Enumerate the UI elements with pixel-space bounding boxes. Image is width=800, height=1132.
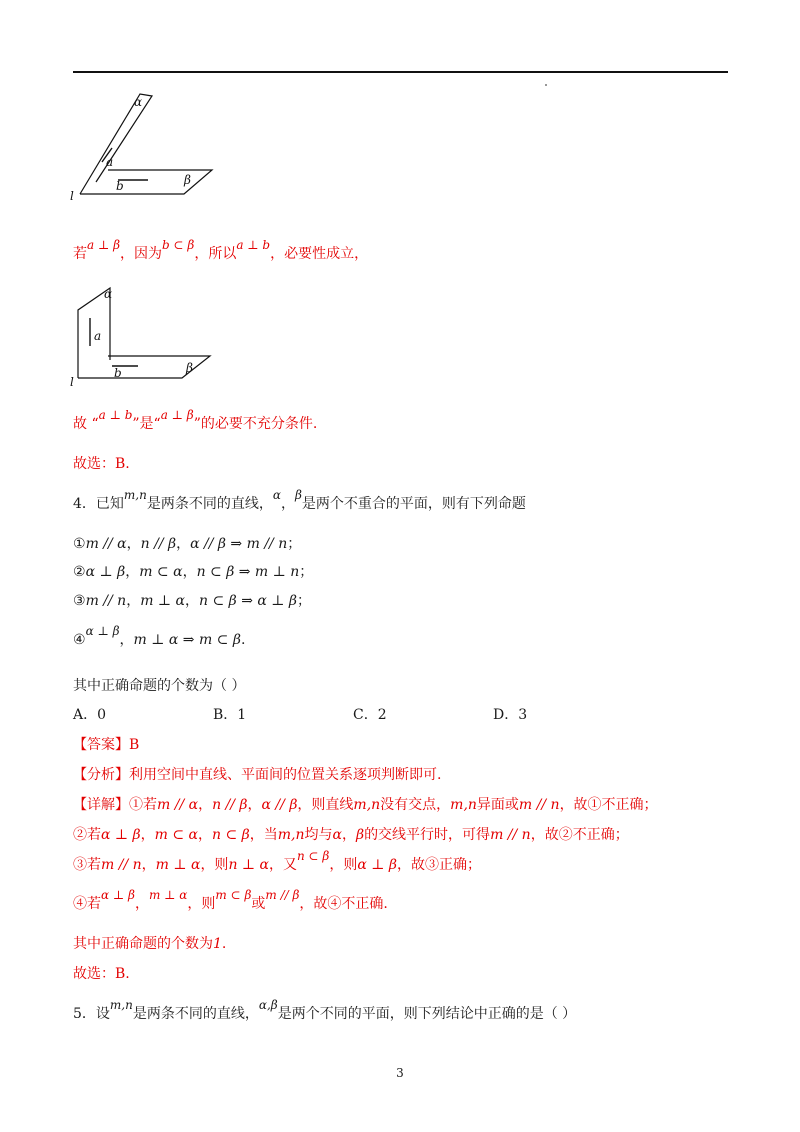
prop-math: α // β ⇒ m // n bbox=[190, 536, 288, 552]
detail-math: m // α bbox=[157, 797, 199, 813]
text-yinwei: ，因为 bbox=[120, 246, 163, 262]
header-rule bbox=[73, 71, 728, 73]
fig1-alpha-label: α bbox=[134, 95, 143, 109]
question-4 bbox=[73, 488, 526, 514]
detail-text: ，故①不正确； bbox=[559, 797, 658, 813]
math-alpha: α bbox=[272, 488, 281, 502]
q5-prefix: 5．设 bbox=[73, 1006, 110, 1022]
detail-text: ④若 bbox=[73, 896, 101, 912]
text-gu: 故 “ bbox=[73, 416, 99, 432]
prop-math: n // β bbox=[140, 536, 177, 552]
q4-options bbox=[73, 705, 633, 725]
fig2-alpha-label: α bbox=[104, 287, 113, 301]
analysis-text: 利用空间中直线、平面间的位置关系逐项判断即可. bbox=[129, 767, 442, 783]
detail-text: 异面或 bbox=[476, 797, 519, 813]
detail-math: m,n bbox=[277, 827, 305, 843]
question-5 bbox=[73, 998, 577, 1024]
detail-math: m // n bbox=[490, 827, 531, 843]
detail-text: ③若 bbox=[73, 857, 101, 873]
figure-oblique-planes bbox=[66, 90, 226, 210]
prop-math: m ⊥ α bbox=[140, 593, 185, 609]
detail-math: m,n bbox=[353, 797, 381, 813]
prop-number: ④ bbox=[73, 632, 86, 648]
detail-text: ， bbox=[140, 827, 155, 843]
perp-symbol: ⊥ bbox=[105, 408, 125, 422]
fig2-l-label: l bbox=[70, 375, 74, 389]
detail-math: m ⊂ β bbox=[215, 888, 252, 902]
detail-math: m ⊥ α bbox=[148, 888, 188, 902]
detail-math: m,n bbox=[450, 797, 477, 813]
fig2-beta-label: β bbox=[186, 361, 193, 375]
prime-a: a bbox=[236, 238, 244, 252]
detail-line-3 bbox=[73, 849, 481, 875]
detail-math: m ⊥ α bbox=[155, 857, 201, 873]
detail-math: m // n bbox=[101, 857, 142, 873]
detail-math: α bbox=[332, 827, 342, 843]
prop-math: α ⊥ β bbox=[85, 624, 120, 638]
detail-text: ，故③正确； bbox=[396, 857, 481, 873]
prime-b: b bbox=[124, 408, 133, 422]
header-dot bbox=[545, 84, 547, 86]
proposition-4: ④α ⊥ β，m ⊥ α ⇒ m ⊂ β. bbox=[73, 624, 246, 648]
option-c[interactable]: C．2 bbox=[353, 707, 387, 723]
detail-text: ， bbox=[247, 797, 262, 813]
prop-end: ； bbox=[297, 593, 311, 609]
option-d[interactable]: D．3 bbox=[493, 707, 528, 723]
page-number: 3 bbox=[396, 1066, 404, 1080]
necessity-line bbox=[73, 238, 369, 264]
text-tail: ，必要性成立， bbox=[270, 246, 369, 262]
detail-text: ，又 bbox=[268, 857, 297, 873]
prop-math: m ⊥ α ⇒ m ⊂ β bbox=[133, 632, 241, 648]
prop-number: ① bbox=[73, 536, 86, 552]
detail-text: ， bbox=[134, 896, 149, 912]
detail-math: m // β bbox=[265, 888, 300, 902]
prop-math: n ⊂ β ⇒ α ⊥ β bbox=[199, 593, 297, 609]
prime-b: b bbox=[262, 238, 271, 252]
count-text: 其中正确命题的个数为 bbox=[73, 936, 213, 952]
count-number: 1 bbox=[213, 936, 222, 952]
detail-math: n ⊂ β bbox=[212, 827, 250, 843]
detail-text: ，故④不正确. bbox=[299, 896, 388, 912]
choice-q4: 故选：B. bbox=[73, 966, 130, 982]
answer-value: B bbox=[129, 737, 140, 753]
answer-tag: 【答案】 bbox=[73, 737, 129, 753]
detail-text: ，则直线 bbox=[297, 797, 354, 813]
answer-line bbox=[73, 735, 139, 755]
detail-text: ，则 bbox=[187, 896, 216, 912]
prop-number: ③ bbox=[73, 593, 86, 609]
math-a-perp-b bbox=[99, 408, 133, 422]
fig1-b-label: b bbox=[116, 179, 124, 193]
detail-text: ，则 bbox=[200, 857, 229, 873]
option-a[interactable]: A．0 bbox=[73, 707, 107, 723]
prop-number: ② bbox=[73, 564, 86, 580]
math-a-perp-b bbox=[236, 238, 270, 252]
detail-math: n ⊥ α bbox=[228, 857, 269, 873]
prop-math: m // n bbox=[85, 593, 127, 609]
detail-line-2 bbox=[73, 825, 629, 845]
q4-comma: ， bbox=[280, 496, 295, 512]
analysis-tag: 【分析】 bbox=[73, 767, 129, 783]
q5-text1: 是两条不同的直线， bbox=[132, 1006, 259, 1022]
detail-line-1 bbox=[73, 795, 658, 815]
conclusion-line bbox=[73, 408, 318, 434]
detail-math: α ⊥ β bbox=[357, 857, 397, 873]
prop-math: m // α bbox=[85, 536, 127, 552]
q4-text2: 是两个不重合的平面，则有下列命题 bbox=[301, 496, 526, 512]
detail-math: α ⊥ β bbox=[101, 888, 135, 902]
q4-prefix: 4．已知 bbox=[73, 496, 124, 512]
detail-text: ， bbox=[141, 857, 156, 873]
detail-text: 没有交点， bbox=[380, 797, 451, 813]
proposition-1: ①m // α，n // β，α // β ⇒ m // n； bbox=[73, 536, 302, 552]
prop-math: α ⊥ β bbox=[85, 564, 126, 580]
text-tail: ”的必要不充分条件. bbox=[193, 416, 318, 432]
math-a-perp-beta: a ⊥ β bbox=[160, 408, 194, 422]
detail-text: ，则 bbox=[329, 857, 358, 873]
prop-math: m ⊂ α bbox=[139, 564, 183, 580]
math-mn: m,n bbox=[109, 998, 133, 1012]
fig2-b-label: b bbox=[114, 366, 122, 380]
detail-math: α ⊥ β bbox=[101, 827, 141, 843]
detail-text: ，当 bbox=[249, 827, 278, 843]
q5-text2: 是两个不同的平面，则下列结论中正确的是（ ） bbox=[277, 1006, 577, 1022]
fig1-beta-label: β bbox=[184, 173, 191, 187]
detail-math: n // β bbox=[212, 797, 248, 813]
detail-math: β bbox=[355, 827, 365, 843]
detail-text: ②若 bbox=[73, 827, 101, 843]
perp-symbol: ⊥ bbox=[243, 238, 263, 252]
detail-text: 均与 bbox=[304, 827, 333, 843]
text-suoyi: ，所以 bbox=[194, 246, 237, 262]
detail-math: m // n bbox=[518, 797, 560, 813]
math-b-subset-beta: b ⊂ β bbox=[162, 238, 195, 252]
detail-text: 或 bbox=[251, 896, 266, 912]
option-b[interactable]: B．1 bbox=[213, 707, 247, 723]
text-shi: ”是“ bbox=[132, 416, 161, 432]
count-line bbox=[73, 934, 226, 954]
fig2-a-label: a bbox=[94, 329, 102, 343]
fig1-a-label: a bbox=[106, 155, 114, 169]
detail-text: ， bbox=[198, 797, 213, 813]
math-a-perp-beta: a ⊥ β bbox=[87, 238, 121, 252]
detail-math: n ⊂ β bbox=[296, 849, 330, 863]
prop-end: ； bbox=[287, 536, 302, 552]
count-end: . bbox=[221, 936, 227, 952]
q4-ask: 其中正确命题的个数为（ ） bbox=[73, 678, 246, 694]
analysis-line bbox=[73, 765, 441, 785]
math-beta: β bbox=[294, 488, 302, 502]
text-ruo: 若 bbox=[73, 246, 87, 262]
fig1-l-label: l bbox=[70, 189, 74, 203]
choice-q3: 故选：B. bbox=[73, 456, 130, 472]
proposition-2: ②α ⊥ β，m ⊂ α，n ⊂ β ⇒ m ⊥ n； bbox=[73, 564, 314, 580]
prime-a: a bbox=[98, 408, 106, 422]
prop-end: ； bbox=[299, 564, 314, 580]
detail-line-4 bbox=[73, 888, 388, 914]
detail-text: ，故②不正确； bbox=[530, 827, 629, 843]
prop-end: . bbox=[240, 632, 246, 648]
prop-math: n ⊂ β ⇒ m ⊥ n bbox=[196, 564, 300, 580]
detail-text: ， bbox=[341, 827, 356, 843]
proposition-3: ③m // n，m ⊥ α，n ⊂ β ⇒ α ⊥ β； bbox=[73, 593, 311, 609]
detail-math: α // β bbox=[261, 797, 298, 813]
math-mn: m,n bbox=[123, 488, 147, 502]
detail-text: ， bbox=[198, 827, 212, 843]
math-alpha-beta: α,β bbox=[258, 998, 278, 1012]
detail-tag: 【详解】 bbox=[73, 797, 129, 813]
q4-text1: 是两条不同的直线， bbox=[146, 496, 273, 512]
detail-math: m ⊂ α bbox=[154, 827, 198, 843]
detail-text: 的交线平行时，可得 bbox=[364, 827, 491, 843]
figure-perpendicular-planes bbox=[66, 282, 226, 392]
detail-text: ①若 bbox=[129, 797, 157, 813]
